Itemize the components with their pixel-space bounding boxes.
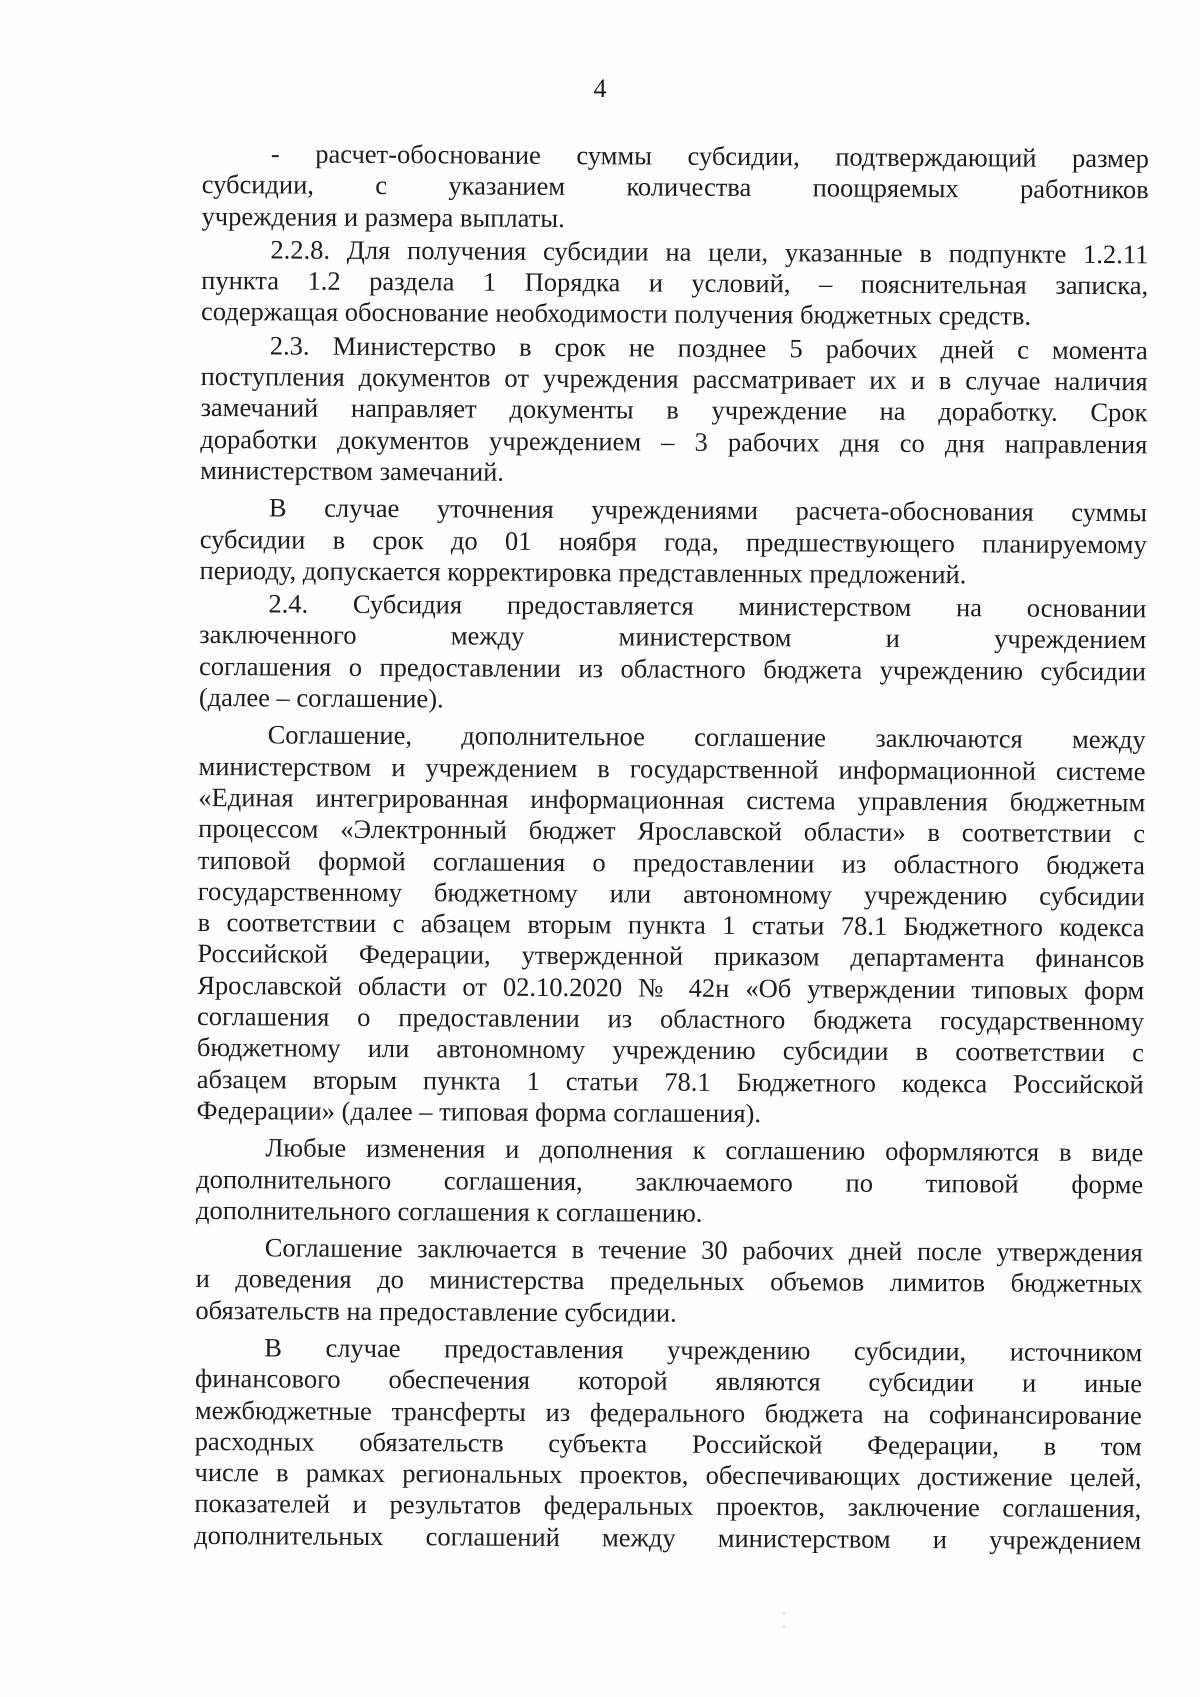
paragraph-federal-funding	[194, 1332, 1142, 1556]
text-line: (далее – соглашение).	[198, 682, 444, 714]
text-line: в соответствии с абзацем вторым пункта 1 статьи 78.1 Бюджетного кодекса	[197, 907, 1145, 943]
text-line: числе в рамках региональных проектов, обеспечивающих достижение целей,	[194, 1457, 1142, 1493]
text-line: министерством замечаний.	[200, 454, 505, 487]
text-line: «Единая интегрированная информационная система управления бюджетным	[198, 781, 1146, 818]
text-line: соглашения о предоставлении из областного бюджета государственному	[197, 1001, 1145, 1037]
text-line: 2.4. Субсидия предоставляется министерством на основании	[268, 588, 1147, 624]
text-line: В случае предоставления учреждению субсидии, источником	[264, 1332, 1143, 1368]
text-line: и доведения до министерства предельных объемов лимитов бюджетных	[195, 1263, 1143, 1299]
text-line: дополнительного соглашения к соглашению.	[195, 1194, 703, 1228]
text-line: типовой формой соглашения о предоставлении из областного бюджета	[197, 844, 1146, 880]
text-line: дополнительного соглашения, заключаемого по типовой форме	[196, 1163, 1144, 1199]
text-line: государственному бюджетному или автономному учреждению субсидии	[197, 875, 1145, 912]
text-line: Федерации» (далее – типовая форма соглашения).	[196, 1094, 762, 1129]
paragraph-2-3	[200, 330, 1148, 492]
text-line: процессом «Электронный бюджет Ярославской области» в соответствии с	[198, 813, 1146, 849]
text-line: доработки документов учреждением – 3 рабочих дня со дня направления	[200, 423, 1148, 459]
paragraph-clarification	[199, 492, 1147, 591]
text-line: 2.3. Министерство в срок не позднее 5 рабочих дней с момента	[269, 330, 1148, 366]
text-line: расходных обязательств субъекта Российской Федерации, в том	[194, 1425, 1142, 1462]
paragraph-agreement-deadline	[195, 1232, 1143, 1331]
text-line: Российской Федерации, утвержденной приказом департамента финансов	[197, 938, 1145, 974]
scan-speck	[783, 1612, 785, 1614]
text-line: заключенного между министерством и учреждением	[199, 619, 1147, 655]
text-line: 2.2.8. Для получения субсидии на цели, указанные в подпункте 1.2.11	[270, 234, 1149, 270]
text-line: абзацем вторым пункта 1 статьи 78.1 Бюджетного кодекса Российской	[196, 1063, 1144, 1099]
text-line: Соглашение, дополнительное соглашение заключаются между	[267, 719, 1146, 755]
scan-speck	[783, 1626, 785, 1628]
text-line: - расчет-обоснование суммы субсидии, подтверждающий размер	[270, 138, 1149, 174]
text-line: показателей и результатов федеральных проектов, заключение соглашения,	[194, 1488, 1142, 1524]
text-line: финансового обеспечения которой являются субсидии и иные	[194, 1363, 1143, 1399]
text-line: соглашения о предоставлении из областного бюджета учреждению субсидии	[198, 650, 1147, 687]
text-line: пункта 1.2 раздела 1 Порядка и условий, – пояснительная записка,	[201, 265, 1149, 301]
text-line: субсидии в срок до 01 ноября года, предшествующего планируемому	[199, 523, 1147, 559]
text-line: содержащая обоснование необходимости получения бюджетных средств.	[200, 296, 1032, 332]
text-line: поступления документов от учреждения рассматривает их и в случае наличия	[200, 361, 1148, 397]
paragraph-calculation-justification	[201, 138, 1149, 237]
text-line: межбюджетные трансферты из федерального бюджета на софинансирование	[194, 1394, 1142, 1430]
text-line: дополнительных соглашений между министерством и учреждением	[194, 1519, 1142, 1556]
text-line: субсидии, с указанием количества поощряемых работников	[201, 169, 1149, 205]
paragraph-2-2-8	[201, 234, 1149, 333]
paragraph-agreement-system	[196, 719, 1145, 1131]
document-body	[194, 138, 1149, 1556]
text-line: учреждения и размера выплаты.	[201, 200, 565, 233]
paragraph-amendments	[196, 1132, 1144, 1231]
text-line: Любые изменения и дополнения к соглашению оформляются в виде	[265, 1132, 1144, 1168]
text-line: обязательств на предоставление субсидии.	[195, 1294, 677, 1328]
text-line: В случае уточнения учреждениями расчета-обоснования суммы	[268, 492, 1148, 528]
page-number: 4	[593, 74, 607, 103]
text-line: замечаний направляет документы в учреждение на доработку. Срок	[200, 392, 1148, 428]
text-line: бюджетному или автономному учреждению субсидии в соответствии с	[196, 1032, 1144, 1068]
paragraph-2-4	[199, 588, 1147, 718]
text-line: Соглашение заключается в течение 30 рабочих дней после утверждения	[264, 1232, 1143, 1268]
text-line: Ярославской области от 02.10.2020 № 42н «Об утверждении типовых форм	[197, 969, 1145, 1005]
text-line: министерством и учреждением в государственной информационной системе	[198, 750, 1146, 786]
text-line: периоду, допускается корректировка представленных предложений.	[199, 554, 967, 590]
